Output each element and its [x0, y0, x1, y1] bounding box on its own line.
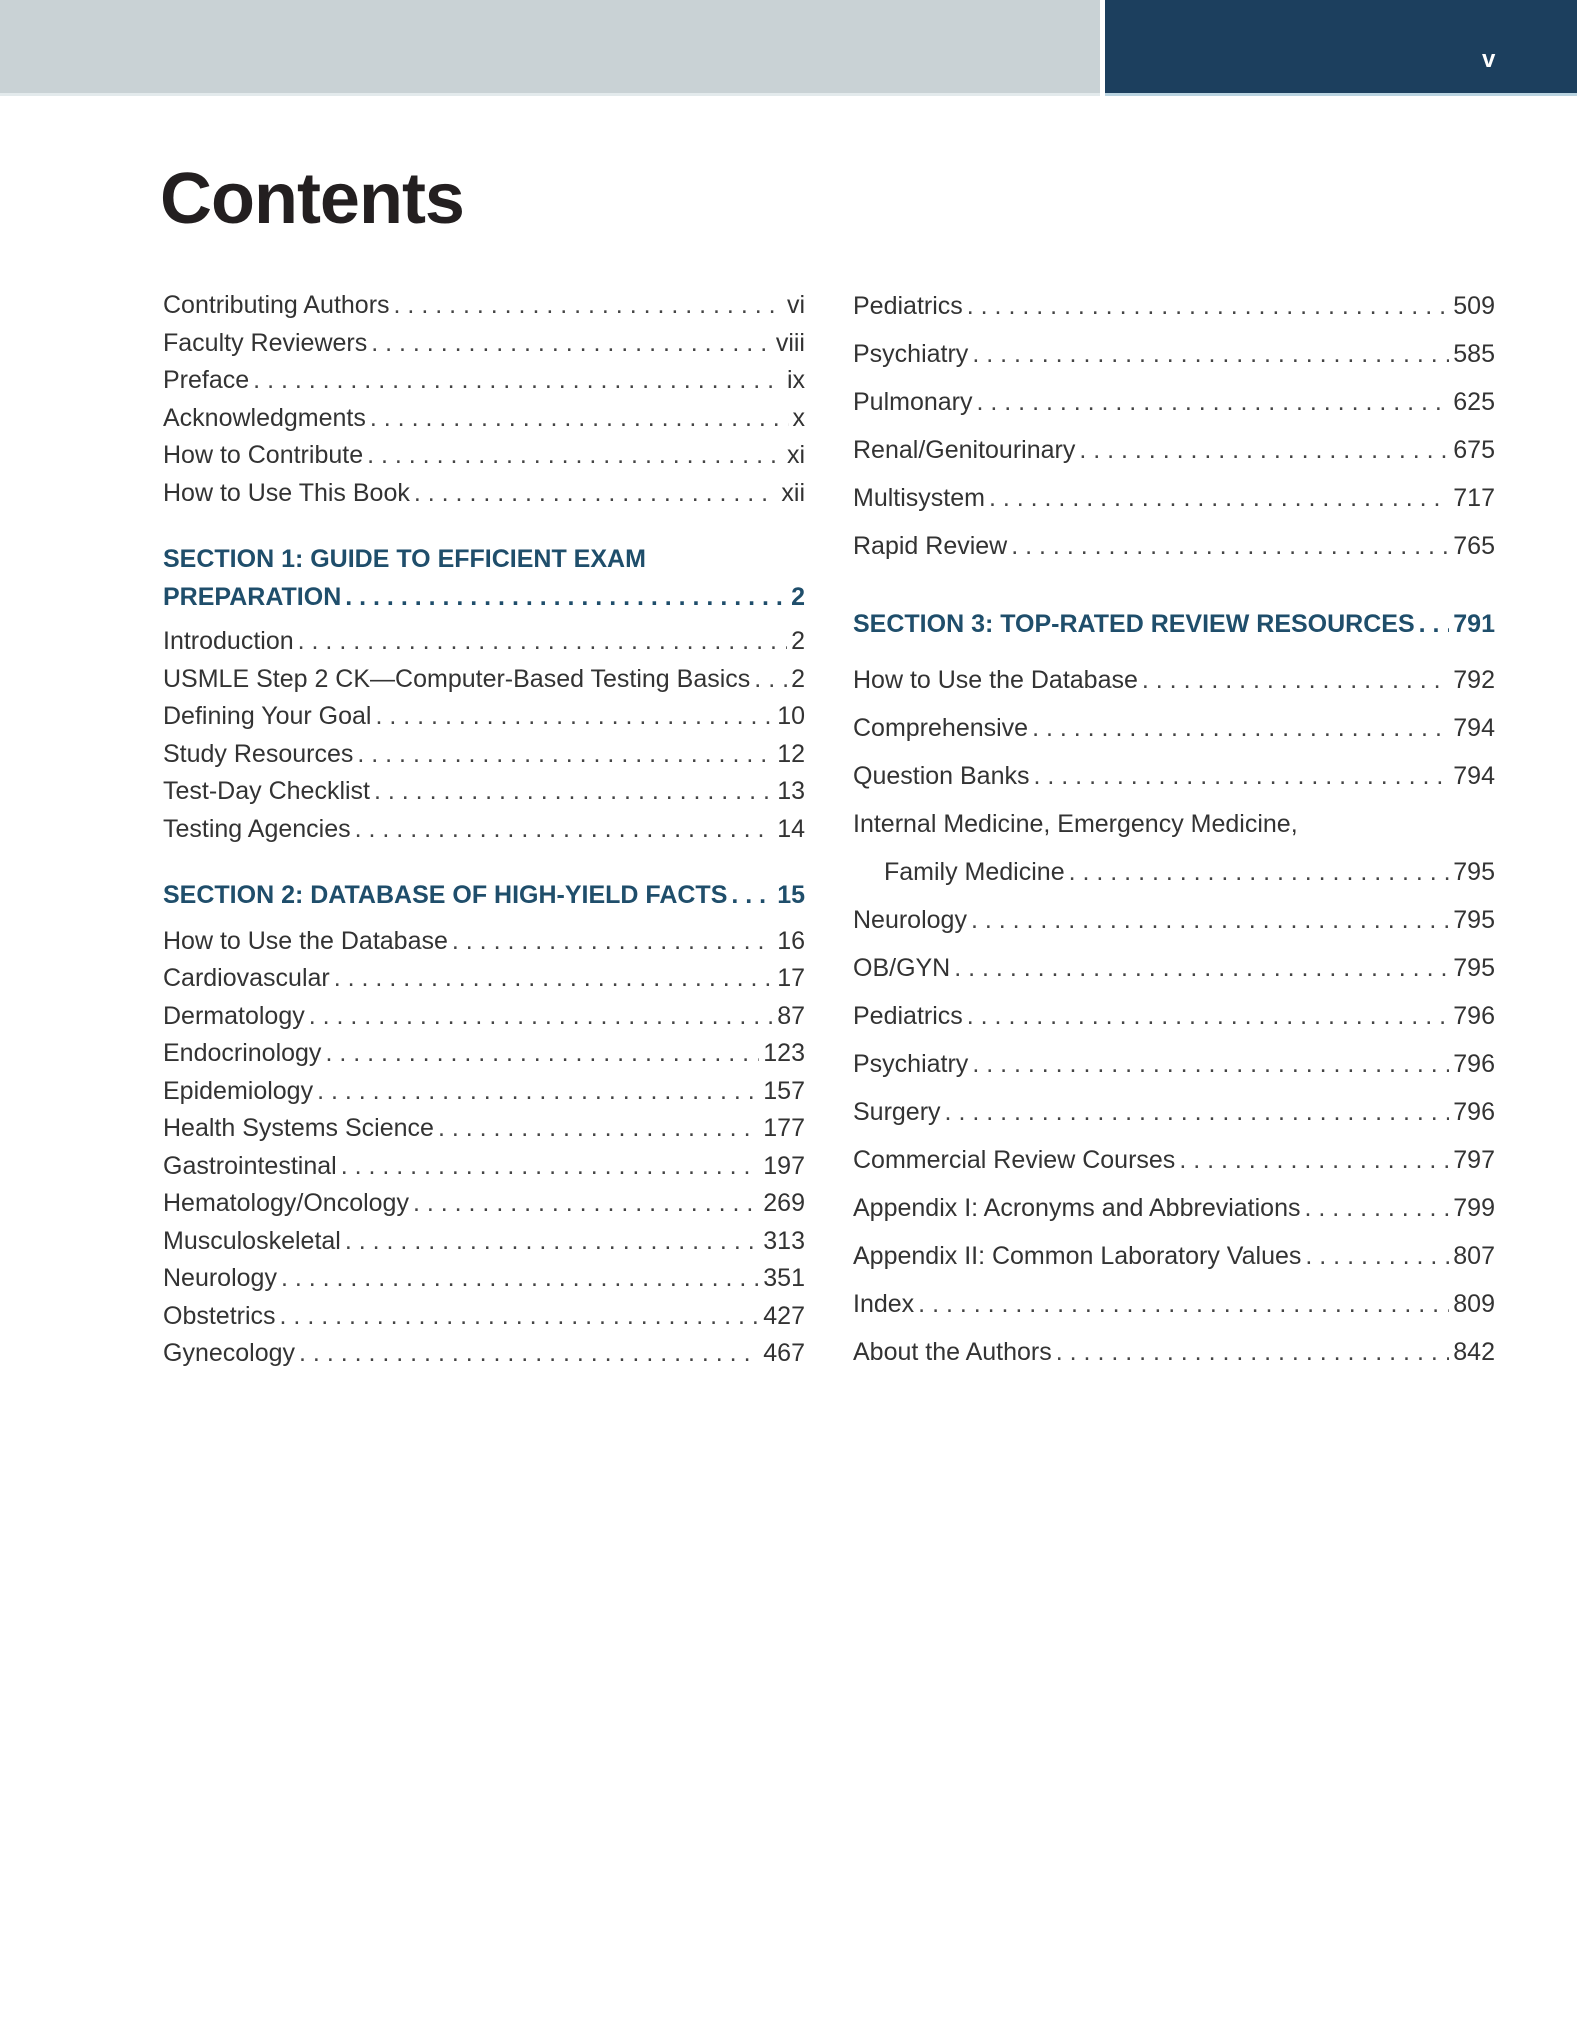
toc-entry[interactable]	[163, 698, 805, 736]
dot-leader	[954, 944, 1449, 992]
dot-leader	[374, 773, 773, 811]
dot-leader	[317, 1073, 759, 1111]
toc-entry[interactable]	[163, 287, 805, 325]
toc-entry[interactable]	[163, 736, 805, 774]
toc-entry[interactable]	[163, 1335, 805, 1373]
toc-entry[interactable]	[163, 1148, 805, 1186]
entry-title: Health Systems Science	[163, 1114, 434, 1142]
header-band	[0, 0, 1100, 96]
toc-entry[interactable]	[163, 1223, 805, 1261]
entry-title: Family Medicine	[884, 858, 1065, 886]
page-ref: 16	[777, 926, 805, 955]
toc-entry[interactable]	[853, 378, 1495, 426]
dot-leader	[452, 923, 773, 961]
page-ref: x	[792, 403, 805, 432]
toc-entry[interactable]	[163, 1110, 805, 1148]
page-ref: 351	[763, 1264, 805, 1292]
entry-title: Multisystem	[853, 484, 985, 512]
entry-title: Defining Your Goal	[163, 702, 372, 730]
dot-leader	[971, 896, 1449, 944]
entry-title: Introduction	[163, 627, 294, 655]
toc-entry[interactable]	[163, 960, 805, 998]
page-ref: 123	[763, 1039, 805, 1067]
toc-entry[interactable]	[853, 848, 1495, 896]
toc-entry[interactable]	[163, 1298, 805, 1336]
page-ref: 269	[763, 1189, 805, 1217]
dot-leader	[967, 992, 1450, 1040]
dot-leader	[371, 325, 772, 363]
toc-entry[interactable]	[163, 811, 805, 849]
page-ref: 177	[763, 1114, 805, 1142]
toc-entry[interactable]	[853, 1088, 1495, 1136]
dot-leader	[945, 1088, 1450, 1136]
section-title: SECTION 2: DATABASE OF HIGH-YIELD FACTS	[163, 881, 728, 909]
dot-leader	[355, 811, 774, 849]
dot-leader	[918, 1280, 1449, 1328]
dot-leader	[1305, 1232, 1449, 1280]
page-ref: 509	[1453, 292, 1495, 320]
entry-title: Cardiovascular	[163, 964, 330, 992]
toc-entry[interactable]	[853, 1136, 1495, 1184]
entry-title: How to Use the Database	[163, 926, 448, 955]
dot-leader	[394, 287, 783, 325]
page-ref: 15	[777, 881, 805, 909]
page-ref: 157	[763, 1076, 805, 1105]
dot-leader	[1011, 522, 1449, 570]
page-title: Contents	[160, 159, 464, 239]
entry-title: How to Use the Database	[853, 666, 1138, 694]
dot-leader	[1032, 704, 1449, 752]
page-ref: 12	[777, 739, 805, 768]
page-ref: 795	[1453, 906, 1495, 934]
entry-title: Psychiatry	[853, 340, 969, 368]
toc-entry[interactable]	[853, 282, 1495, 330]
dot-leader	[1056, 1328, 1450, 1376]
toc-entry[interactable]	[853, 800, 1495, 848]
dot-leader	[1034, 752, 1450, 800]
page-ref: ix	[786, 366, 805, 394]
dot-leader	[989, 474, 1449, 522]
dot-leader	[341, 1148, 760, 1186]
dot-leader	[280, 1298, 760, 1336]
entry-title: Gynecology	[163, 1339, 296, 1367]
toc-entry[interactable]	[163, 923, 805, 961]
dot-leader	[1079, 426, 1449, 474]
toc-entry[interactable]	[163, 475, 805, 513]
dot-leader	[977, 378, 1450, 426]
dot-leader	[253, 362, 783, 400]
toc-entry[interactable]	[163, 400, 805, 438]
page-ref: 87	[777, 1001, 805, 1030]
entry-title: Pulmonary	[853, 388, 973, 416]
entry-title: Acknowledgments	[163, 403, 366, 432]
toc-entry[interactable]	[853, 522, 1495, 570]
entry-title: Appendix I: Acronyms and Abbreviations	[853, 1194, 1301, 1222]
section-title: SECTION 3: TOP-RATED REVIEW RESOURCES	[853, 610, 1415, 638]
entry-title: How to Use This Book	[163, 478, 410, 507]
toc-entry[interactable]	[853, 1328, 1495, 1376]
page-ref: 197	[763, 1151, 805, 1180]
page-ref: 17	[777, 964, 805, 992]
toc-entry[interactable]	[853, 992, 1495, 1040]
toc-entry[interactable]	[853, 426, 1495, 474]
entry-title: Hematology/Oncology	[163, 1189, 409, 1217]
dot-leader	[309, 998, 773, 1036]
toc-entry[interactable]	[853, 944, 1495, 992]
page-ref: 765	[1453, 532, 1495, 560]
entry-title: Dermatology	[163, 1001, 305, 1030]
entry-title: Pediatrics	[853, 292, 963, 320]
entry-title: Neurology	[163, 1264, 277, 1292]
dot-leader	[731, 877, 773, 915]
page-ref: xii	[781, 478, 805, 507]
dot-leader	[1419, 600, 1450, 648]
page-ref: 467	[763, 1339, 805, 1367]
toc-entry[interactable]	[853, 1232, 1495, 1280]
page-ref: 795	[1453, 858, 1495, 886]
dot-leader	[299, 1335, 759, 1373]
entry-title: Gastrointestinal	[163, 1151, 337, 1180]
toc-entry[interactable]	[163, 362, 805, 400]
entry-title: About the Authors	[853, 1338, 1052, 1366]
toc-entry[interactable]	[163, 325, 805, 363]
page-ref: 2	[791, 627, 805, 655]
dot-leader	[281, 1260, 759, 1298]
entry-title: Faculty Reviewers	[163, 328, 368, 357]
page-ref: 792	[1453, 666, 1495, 694]
dot-leader	[1069, 848, 1450, 896]
entry-title: Pediatrics	[853, 1002, 963, 1030]
dot-leader	[1179, 1136, 1449, 1184]
entry-title: Testing Agencies	[163, 814, 351, 843]
toc-entry[interactable]	[853, 1040, 1495, 1088]
page-ref: 427	[763, 1301, 805, 1330]
toc-right-column	[853, 282, 1495, 1376]
page-ref: 795	[1453, 954, 1495, 982]
dot-leader	[414, 475, 778, 513]
page-ref: 797	[1453, 1146, 1495, 1174]
toc-entry[interactable]	[853, 656, 1495, 704]
entry-title: Appendix II: Common Laboratory Values	[853, 1242, 1302, 1270]
dot-leader	[967, 282, 1450, 330]
toc-entry[interactable]	[163, 623, 805, 661]
page-ref: 807	[1453, 1242, 1495, 1270]
entry-title: Obstetrics	[163, 1301, 276, 1330]
page-ref: 14	[777, 814, 805, 843]
entry-title: Commercial Review Courses	[853, 1146, 1176, 1174]
toc-entry[interactable]	[163, 437, 805, 475]
page-ref: vi	[786, 291, 805, 319]
dot-leader	[367, 437, 783, 475]
toc-entry[interactable]	[853, 330, 1495, 378]
toc-entry[interactable]	[163, 773, 805, 811]
dot-leader	[1305, 1184, 1450, 1232]
toc-entry[interactable]	[853, 752, 1495, 800]
toc-entry[interactable]	[853, 474, 1495, 522]
entry-title: Musculoskeletal	[163, 1226, 341, 1255]
dot-leader	[375, 698, 773, 736]
section-title: PREPARATION	[163, 582, 342, 611]
entry-title: Surgery	[853, 1098, 941, 1126]
page-ref: 794	[1453, 714, 1495, 742]
dot-leader	[413, 1185, 759, 1223]
page-ref: 13	[777, 777, 805, 805]
toc-entry[interactable]	[853, 704, 1495, 752]
toc-entry[interactable]	[163, 1185, 805, 1223]
page-ref: xi	[786, 441, 805, 469]
header-folio-band	[1105, 0, 1577, 96]
page-ref: 809	[1453, 1290, 1495, 1318]
section-2-heading[interactable]	[163, 877, 805, 915]
entry-title: Study Resources	[163, 739, 354, 768]
toc-entry[interactable]	[853, 1184, 1495, 1232]
section-title: SECTION 1: GUIDE TO EFFICIENT EXAM	[163, 545, 646, 573]
dot-leader	[345, 579, 787, 617]
toc-entry[interactable]	[163, 661, 805, 699]
page-ref: 796	[1453, 1050, 1495, 1078]
page-ref: 799	[1453, 1194, 1495, 1222]
toc-entry[interactable]	[163, 1035, 805, 1073]
toc-entry[interactable]	[853, 896, 1495, 944]
dot-leader	[438, 1110, 759, 1148]
page-ref: 796	[1453, 1002, 1495, 1030]
page-ref: 796	[1453, 1098, 1495, 1126]
entry-title: Renal/Genitourinary	[853, 436, 1076, 464]
entry-title: USMLE Step 2 CK—Computer-Based Testing Basics	[163, 664, 751, 693]
dot-leader	[345, 1223, 759, 1261]
entry-title: Endocrinology	[163, 1039, 322, 1067]
entry-title: Internal Medicine, Emergency Medicine,	[853, 810, 1298, 838]
entry-title: Test-Day Checklist	[163, 777, 370, 805]
dot-leader	[334, 960, 773, 998]
dot-leader	[972, 1040, 1449, 1088]
dot-leader	[298, 623, 787, 661]
page-ref: 625	[1453, 388, 1495, 416]
page-ref: 313	[763, 1226, 805, 1255]
entry-title: Rapid Review	[853, 532, 1008, 560]
entry-title: Index	[853, 1290, 915, 1318]
dot-leader	[325, 1035, 759, 1073]
entry-title: Comprehensive	[853, 714, 1029, 742]
toc-entry[interactable]	[163, 998, 805, 1036]
page-ref: 791	[1453, 610, 1495, 638]
toc-entry[interactable]	[163, 1073, 805, 1111]
page-ref: viii	[775, 328, 805, 357]
page-ref: 717	[1453, 484, 1495, 512]
toc-left-column	[163, 287, 805, 1373]
page-number: v	[1482, 46, 1496, 73]
entry-title: OB/GYN	[853, 954, 951, 982]
dot-leader	[754, 661, 787, 699]
page-ref: 2	[791, 582, 805, 611]
entry-title: Question Banks	[853, 762, 1030, 790]
entry-title: Neurology	[853, 906, 967, 934]
entry-title: Preface	[163, 366, 250, 394]
entry-title: How to Contribute	[163, 441, 364, 469]
entry-title: Epidemiology	[163, 1076, 314, 1105]
toc-entry[interactable]	[853, 1280, 1495, 1328]
page-ref: 585	[1453, 340, 1495, 368]
page-ref: 675	[1453, 436, 1495, 464]
toc-entry[interactable]	[163, 1260, 805, 1298]
section-3-heading[interactable]	[853, 600, 1495, 648]
dot-leader	[1142, 656, 1449, 704]
page-ref: 794	[1453, 762, 1495, 790]
dot-leader	[972, 330, 1449, 378]
page-ref: 842	[1453, 1338, 1495, 1366]
entry-title: Psychiatry	[853, 1050, 969, 1078]
dot-leader	[357, 736, 773, 774]
page-ref: 10	[777, 702, 805, 730]
entry-title: Contributing Authors	[163, 291, 390, 319]
dot-leader	[370, 400, 789, 438]
page-ref: 2	[791, 664, 805, 693]
section-1-heading[interactable]	[163, 541, 805, 616]
